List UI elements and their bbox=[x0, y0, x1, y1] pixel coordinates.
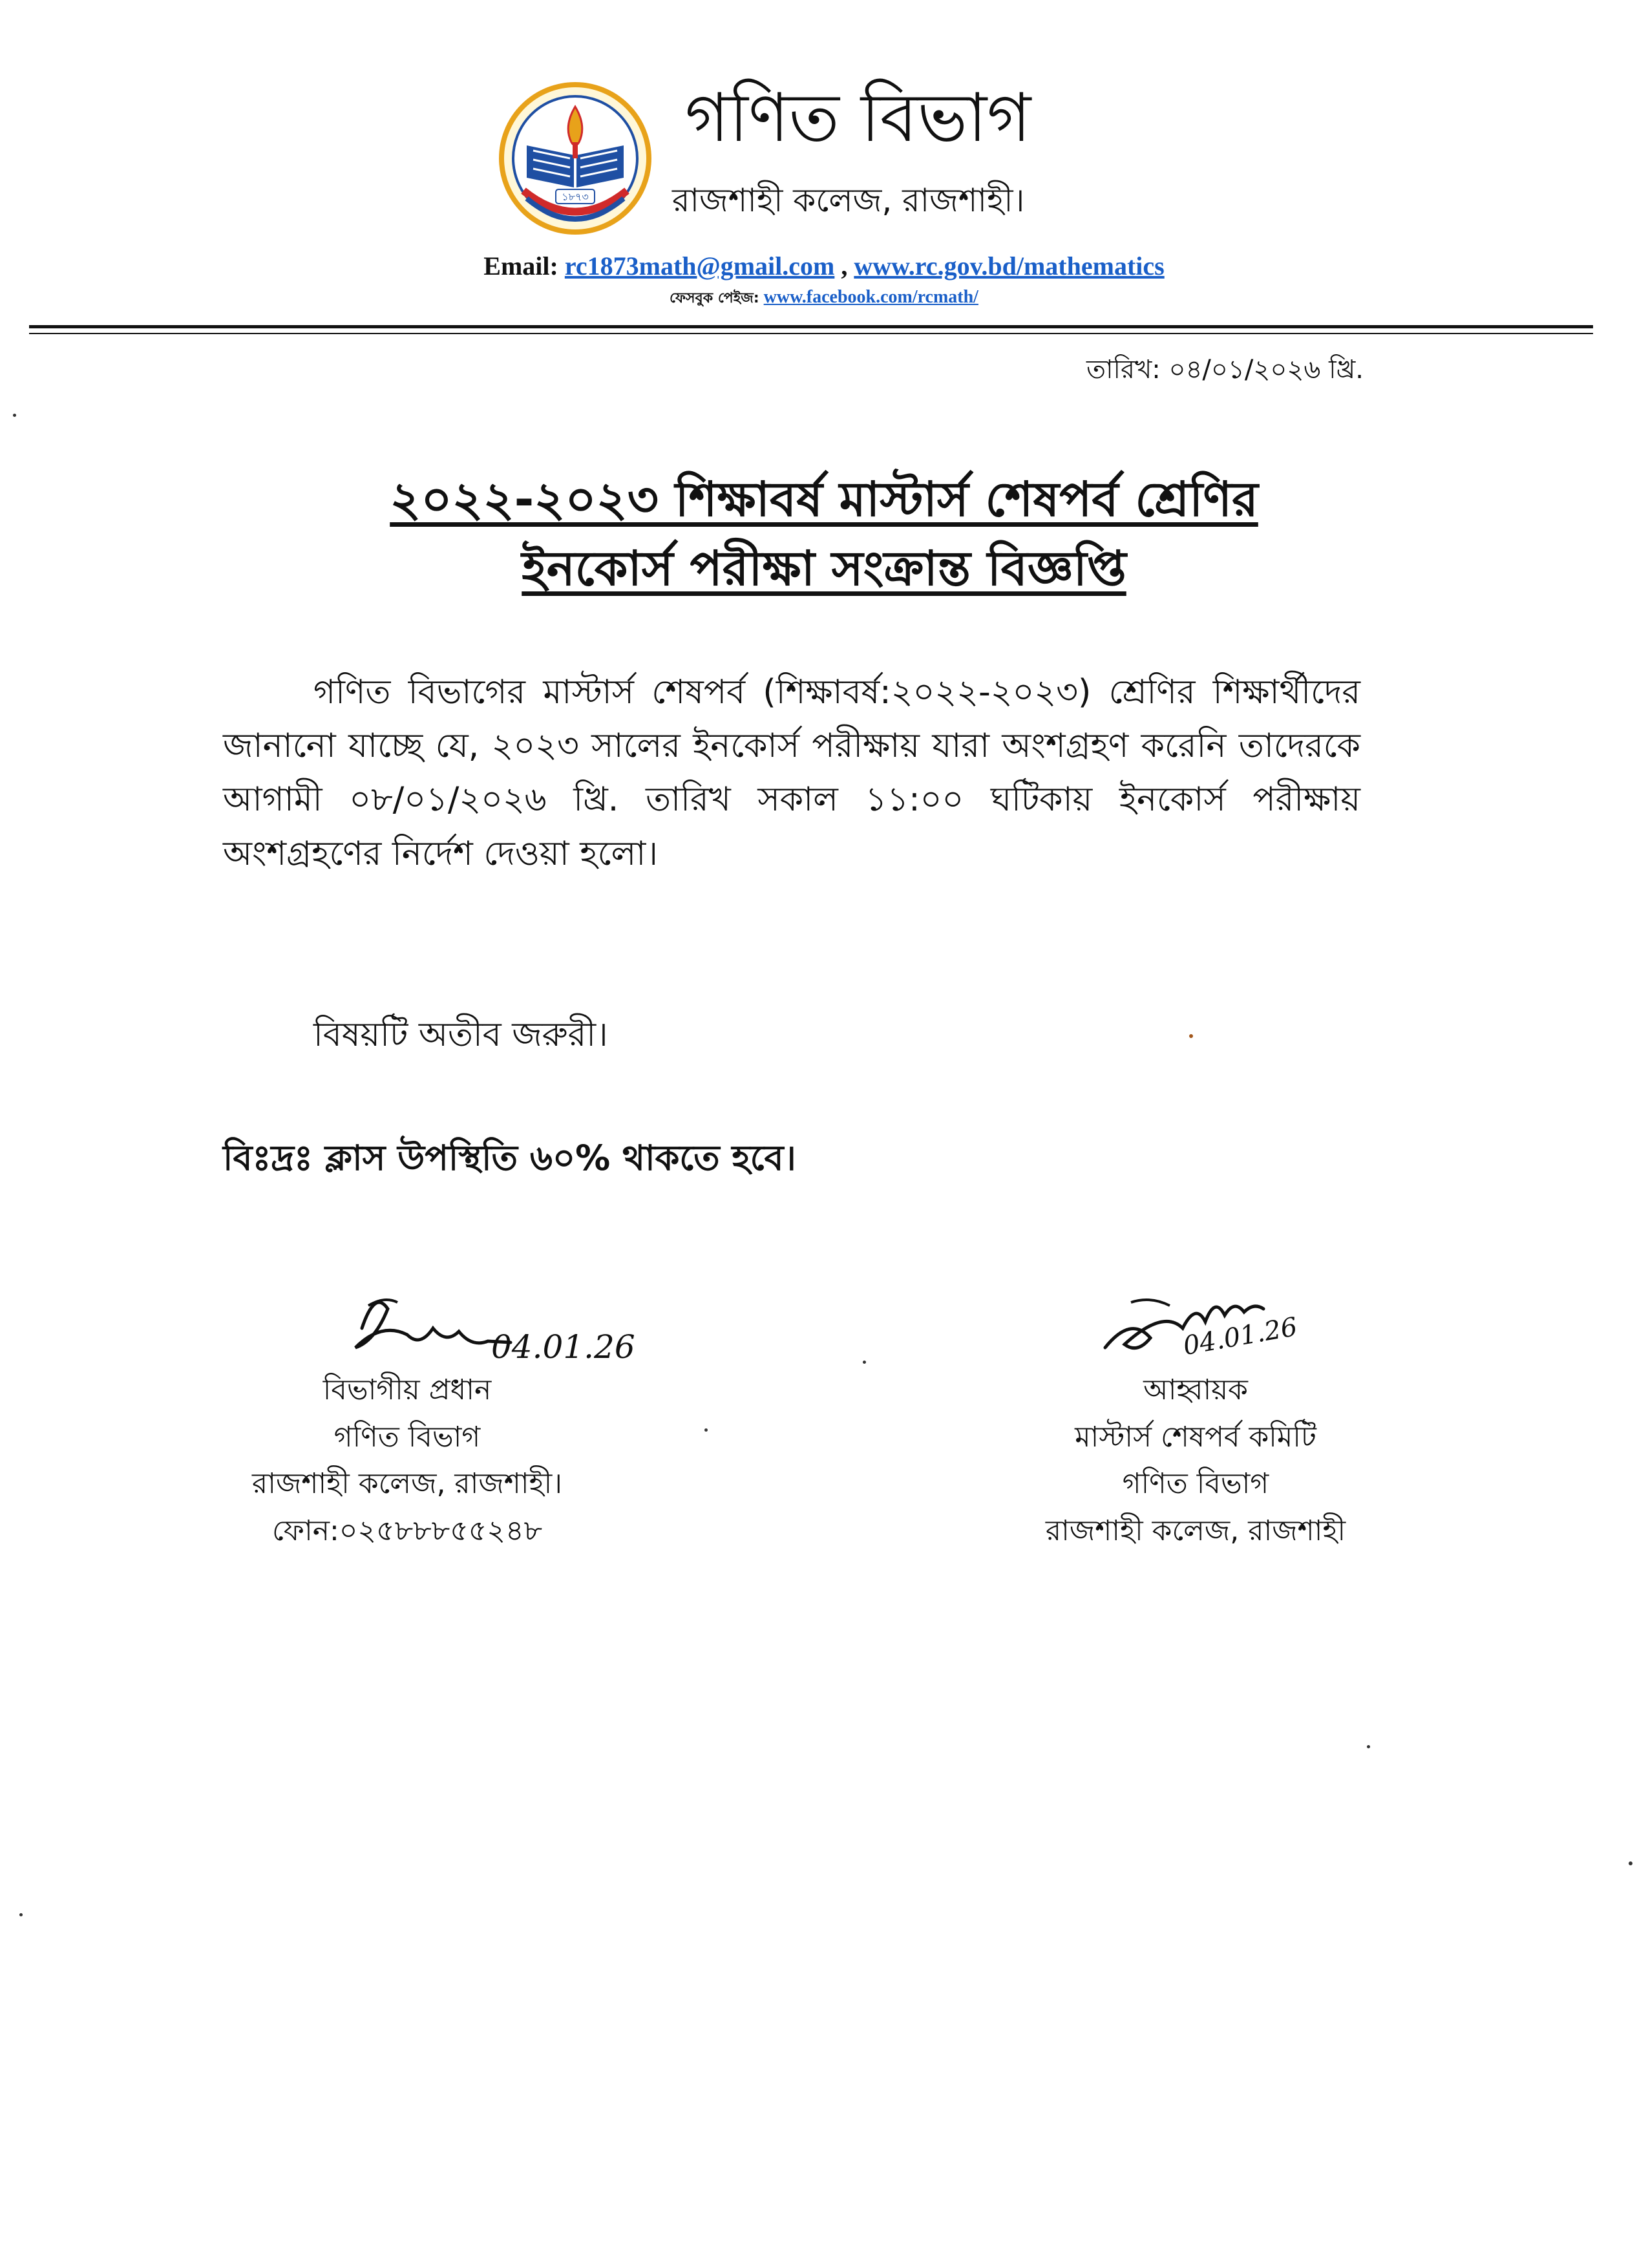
signature-block-right bbox=[1008, 1367, 1383, 1554]
left-college: রাজশাহী কলেজ, রাজশাহী। bbox=[252, 1467, 562, 1501]
facebook-line bbox=[0, 287, 1648, 311]
scan-speck bbox=[1629, 1861, 1632, 1865]
logo-year: ১৮৭৩ bbox=[562, 191, 589, 203]
logo-emblem-icon bbox=[498, 81, 653, 236]
email-link[interactable]: rc1873math@gmail.com bbox=[564, 251, 835, 281]
right-committee: মাস্টার্স শেষপর্ব কমিটি bbox=[1075, 1420, 1316, 1454]
title-line-1: ২০২২-২০২৩ শিক্ষাবর্ষ মাস্টার্স শেষপর্ব শ্রেণির bbox=[390, 472, 1258, 527]
scan-speck bbox=[1189, 1034, 1193, 1038]
header-divider bbox=[29, 325, 1593, 328]
header-divider-thin bbox=[29, 333, 1593, 334]
department-title: গণিত বিভাগ bbox=[685, 78, 1031, 157]
notice-title bbox=[129, 465, 1519, 604]
facebook-label: ফেসবুক পেইজ: bbox=[670, 290, 759, 306]
urgent-line: বিষয়টি অতীব জরুরী। bbox=[313, 1015, 608, 1054]
notice-date: তারিখ: ০৪/০১/২০২৬ খ্রি. bbox=[1086, 355, 1364, 385]
scan-speck bbox=[19, 1913, 23, 1916]
contact-line bbox=[0, 251, 1648, 281]
email-label: Email: bbox=[483, 251, 558, 281]
signature-left-date: 04.01.26 bbox=[491, 1328, 635, 1366]
right-college: রাজশাহী কলেজ, রাজশাহী bbox=[1045, 1514, 1346, 1547]
website-link[interactable]: www.rc.gov.bd/mathematics bbox=[854, 251, 1165, 281]
left-role: বিভাগীয় প্রধান bbox=[322, 1373, 492, 1406]
left-phone: ফোন:০২৫৮৮৮৫৫২৪৮ bbox=[271, 1514, 543, 1547]
college-logo bbox=[498, 81, 653, 236]
right-department: গণিত বিভাগ bbox=[1122, 1467, 1269, 1501]
facebook-link[interactable]: www.facebook.com/rcmath/ bbox=[763, 287, 978, 307]
left-department: গণিত বিভাগ bbox=[333, 1420, 481, 1454]
notice-body: গণিত বিভাগের মাস্টার্স শেষপর্ব (শিক্ষাবর্ষ:২০২২-২০২৩) শ্রেণির শিক্ষার্থীদের জানানো যাচ্ছে যে, ২০২৩ সালের ইনকোর্স পরীক্ষায় যারা অংশগ্রহণ করেনি তাদেরকে আগামী ০৮/০১/২০২৬ খ্রি. তারিখ সকাল ১১:০০ ঘটিকায় ইনকোর্স পরীক্ষায় অংশগ্রহণের নির্দেশ দেওয়া হলো। bbox=[223, 673, 1360, 873]
scan-speck bbox=[863, 1361, 866, 1364]
college-name: রাজশাহী কলেজ, রাজশাহী। bbox=[672, 182, 1025, 219]
signature-block-left bbox=[213, 1367, 601, 1554]
contact-separator: , bbox=[841, 251, 848, 281]
attendance-note: বিঃদ্রঃ ক্লাস উপস্থিতি ৬০% থাকতে হবে। bbox=[223, 1138, 796, 1178]
scan-speck bbox=[704, 1428, 708, 1432]
signature-right-date: 04.01.26 bbox=[1181, 1311, 1300, 1362]
scan-speck bbox=[13, 414, 16, 417]
title-line-2: ইনকোর্স পরীক্ষা সংক্রান্ত বিজ্ঞপ্তি bbox=[522, 541, 1126, 597]
right-role: আহ্বায়ক bbox=[1143, 1373, 1248, 1406]
scan-speck bbox=[1367, 1745, 1370, 1748]
